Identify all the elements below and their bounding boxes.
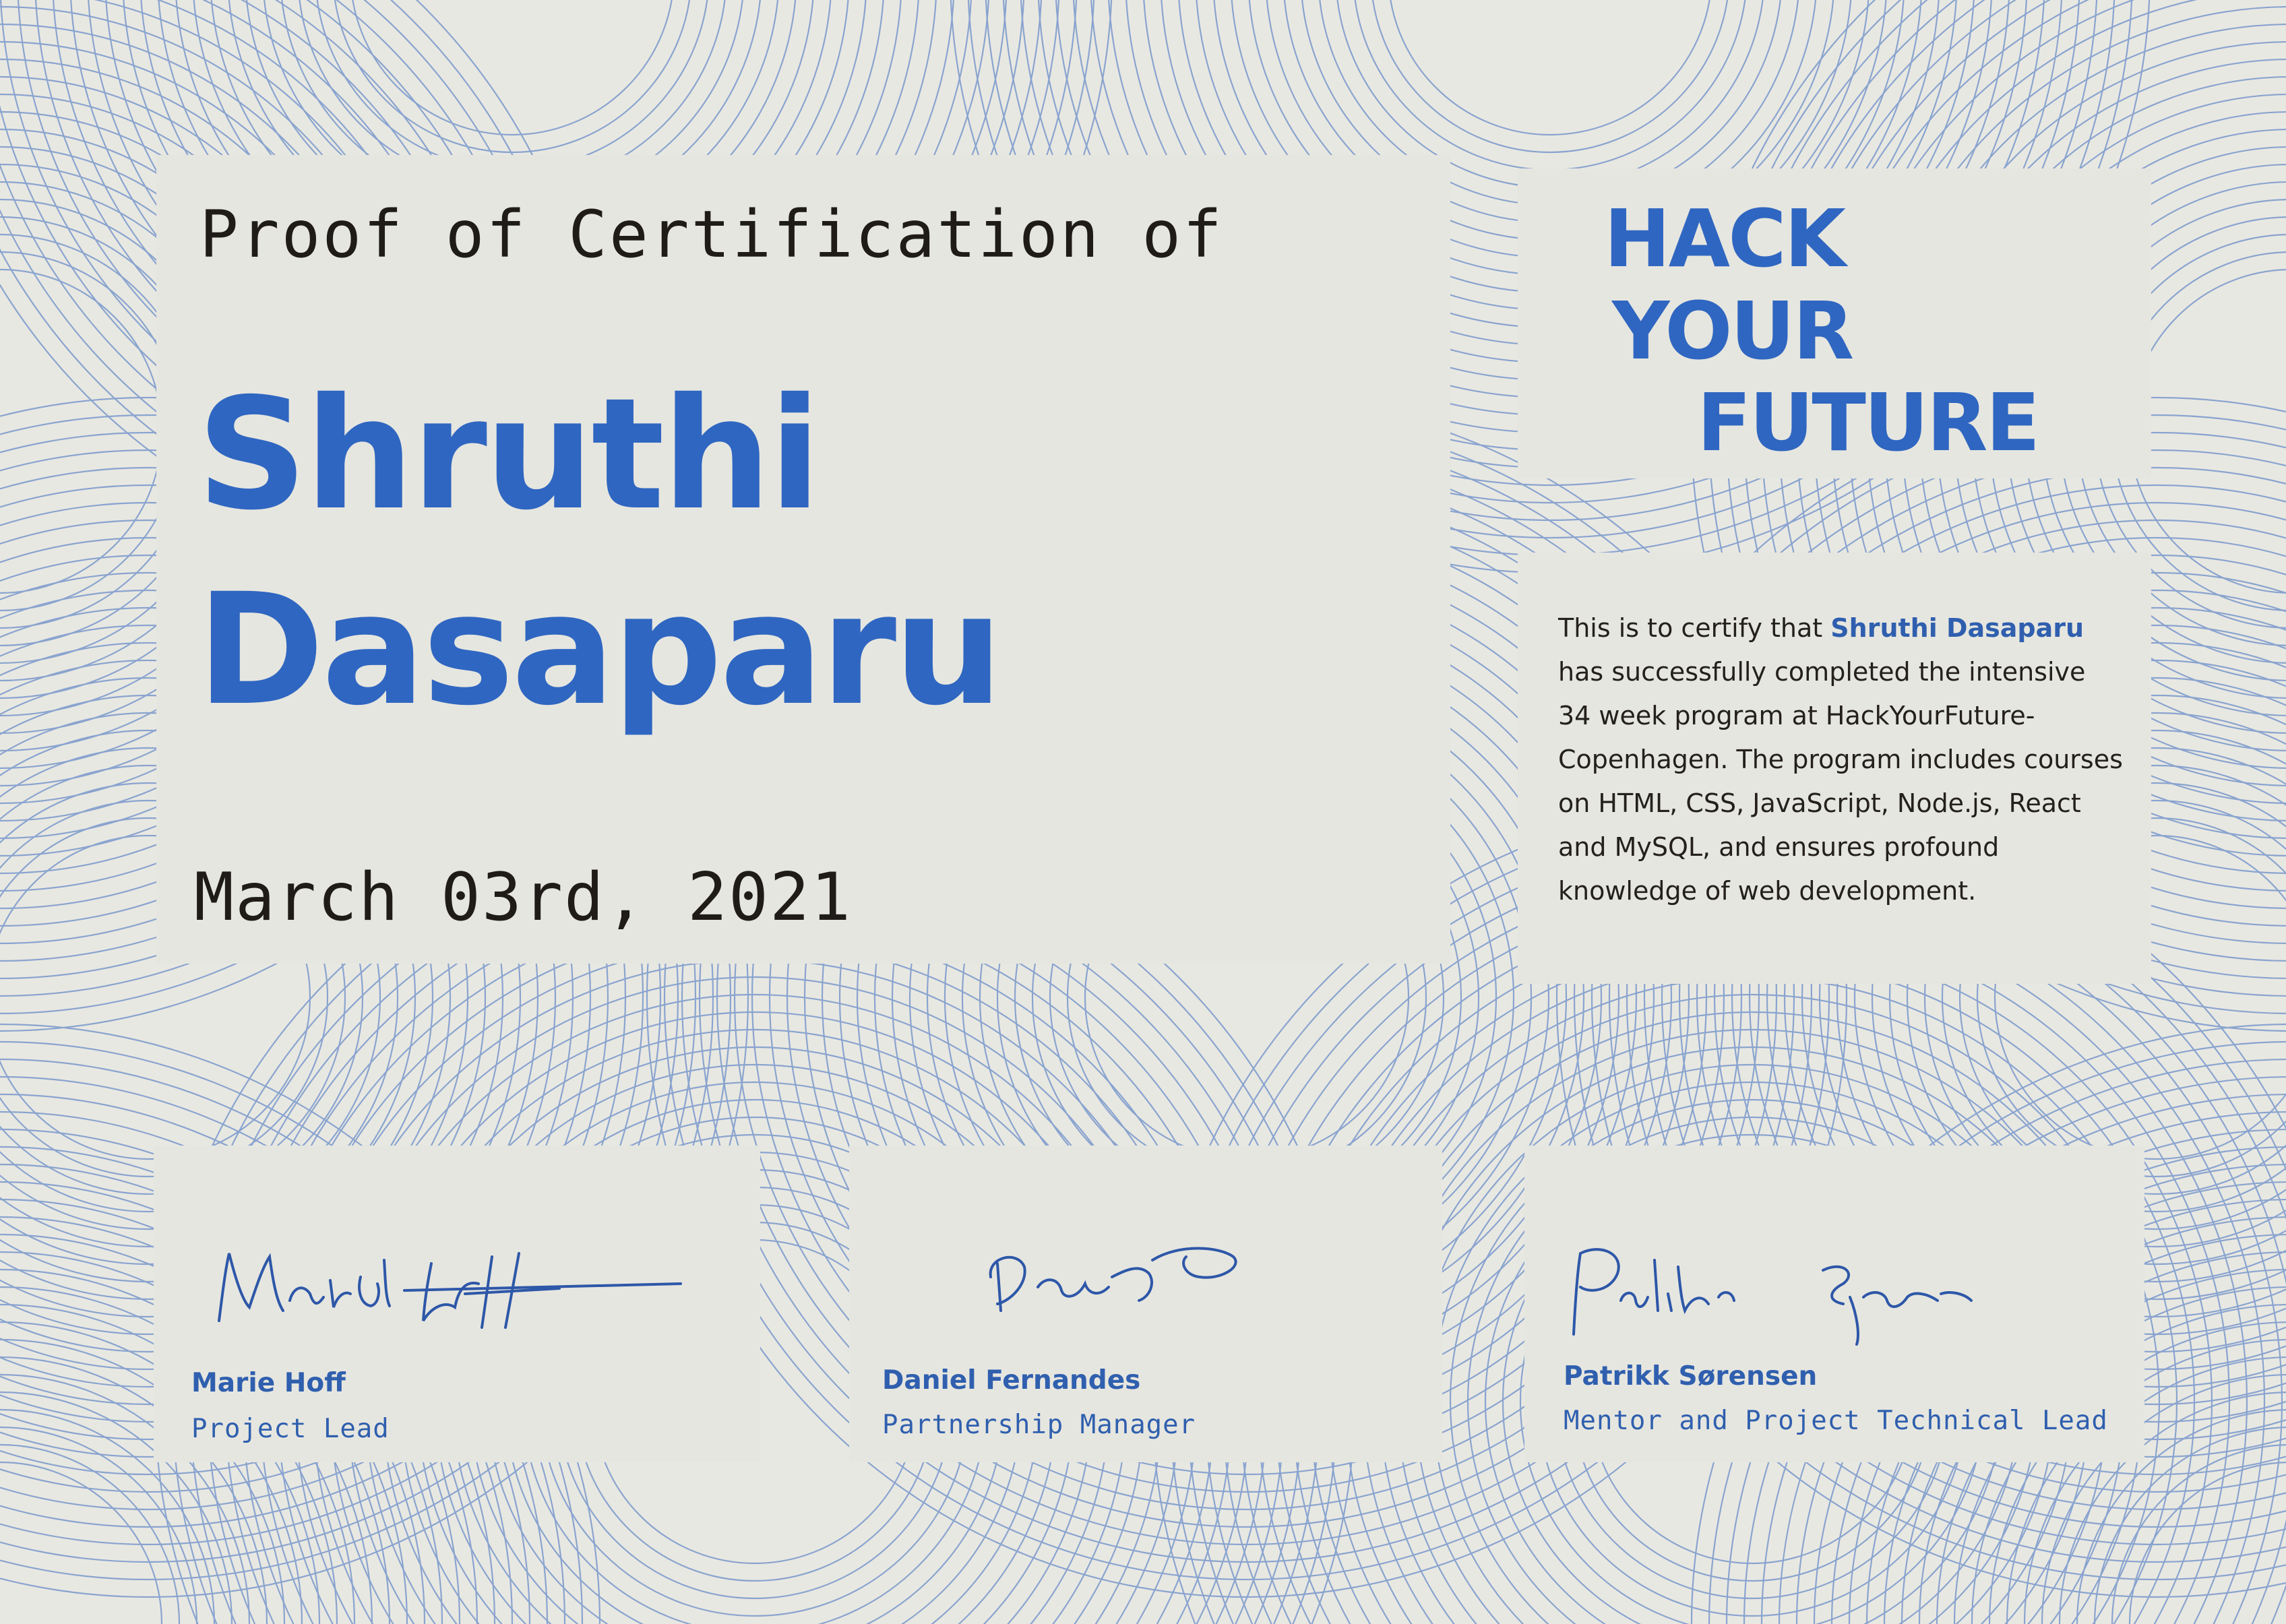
statement-body: has successfully completed the intensive 34 week program at HackYourFuture-Copenhagen. The program includes courses on HTML, CSS, JavaScript, Node.js, React and MySQL, and ensures profound knowledge of web development.: [1558, 657, 2123, 906]
main-panel: [156, 155, 1450, 964]
signatory-name-1: Marie Hoff: [191, 1368, 346, 1398]
logo-line-future: FUTURE: [1697, 376, 2039, 469]
certificate-date: March 03rd, 2021: [194, 859, 853, 936]
certification-statement: [1558, 606, 2124, 913]
statement-prefix: This is to certify that: [1558, 613, 1831, 643]
signatory-role-1: Project Lead: [191, 1414, 390, 1444]
certificate-heading: Proof of Certification of: [199, 197, 1224, 272]
signatory-name-3: Patrikk Sørensen: [1564, 1361, 1818, 1392]
signatory-role-2: Partnership Manager: [882, 1410, 1196, 1440]
statement-recipient-name: Shruthi Dasaparu: [1830, 613, 2084, 643]
signature-patrikk-sorensen: [1560, 1233, 2032, 1348]
signatory-role-3: Mentor and Project Technical Lead: [1564, 1406, 2108, 1436]
signature-daniel-fernandes: [977, 1237, 1260, 1324]
logo-line-hack: HACK: [1604, 192, 1845, 285]
recipient-last-name: Dasaparu: [197, 560, 1001, 739]
signatory-name-2: Daniel Fernandes: [882, 1365, 1141, 1396]
logo-line-your: YOUR: [1612, 284, 1853, 377]
recipient-first-name: Shruthi: [197, 365, 819, 544]
signature-marie-hoff: [209, 1226, 694, 1341]
